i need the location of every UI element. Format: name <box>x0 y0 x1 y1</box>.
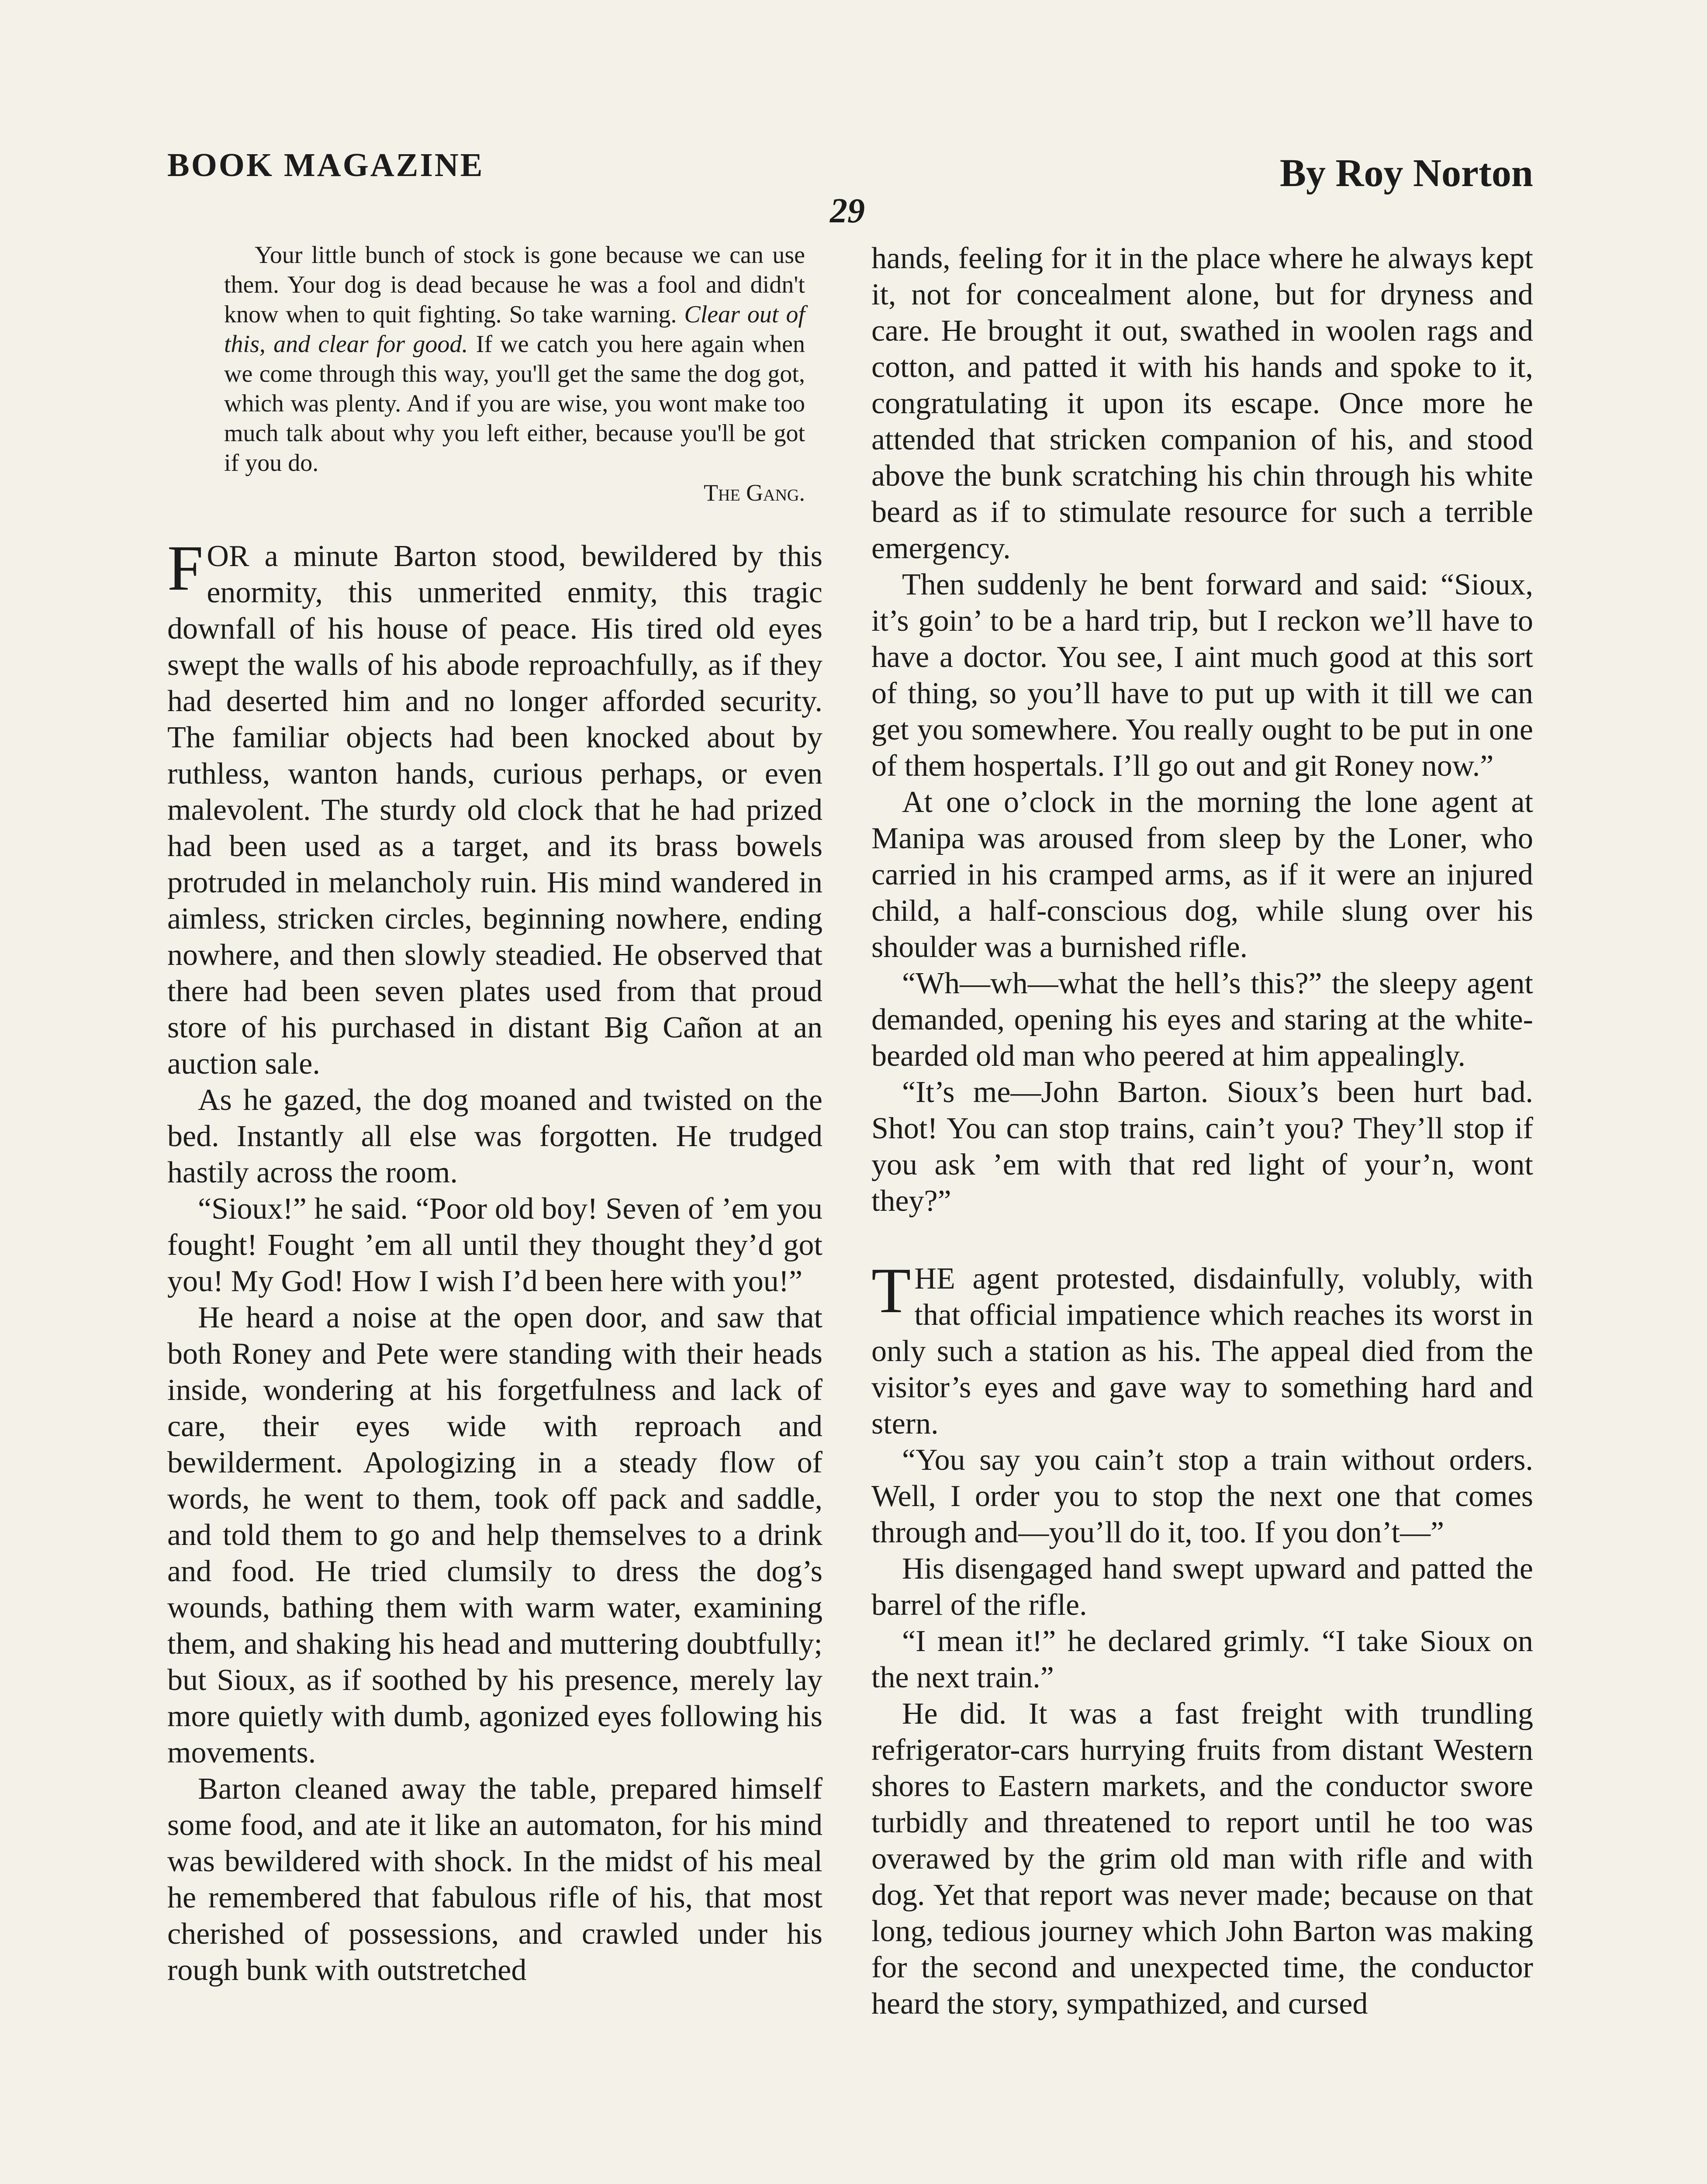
magazine-title: BOOK MAGAZINE <box>167 147 484 183</box>
paragraph: His disengaged hand swept upward and patted the barrel of the rifle. <box>871 1552 1533 1622</box>
continued-paragraph: hands, feeling for it in the place where he always kept it, not for concealment alone, but for dryness and care. He brought it out, swathed in woolen rags and cotton, and patted it with his hands and spoke to it, congratulating it upon its escape. Once more he attended that stricken companion of his, and stood above the bunk scratching his chin through his white beard as if to stimulate resource for such a terrible emergency. <box>871 242 1533 565</box>
paragraph: He heard a noise at the open door, and saw that both Roney and Pete were standing with their heads inside, wondering at his forgetfulness and lack of care, their eyes wide with reproach and bewilderment. Apologizing in a steady flow of words, he went to them, took off pack and saddle, and told them to go and help themselves to a drink and food. He tried clumsily to dress the dog’s wounds, bathing them with warm water, examining them, and shaking his head and muttering doubtfully; but Sioux, as if soothed by his presence, merely lay more quietly with dumb, agonized eyes following his movements. <box>167 1301 822 1769</box>
paragraph: Barton cleaned away the table, prepared himself some food, and ate it like an automaton, for his mind was bewildered with shock. In the midst of his meal he remembered that fabulous rifle of his, that most cherished of possessions, and crawled under his rough bunk with outstretched <box>167 1772 822 1987</box>
drop-cap: T <box>871 1255 911 1327</box>
paragraph: “Sioux!” he said. “Poor old boy! Seven of ’em you fought! Fought ’em all until they thought they’d got you! My God! How I wish I’d been here with you!” <box>167 1192 822 1298</box>
letter-body-continued: If we catch you here again when we come through this way, you'll get the same the dog got, which was plenty. And if you are wise, you wont make too much talk about why you left either, because you'll be got if you do. <box>224 331 805 477</box>
paragraph: At one o’clock in the morning the lone agent at Manipa was aroused from sleep by the Loner, who carried in his cramped arms, as if it were an injured child, a half-conscious dog, while slung over his shoulder was a burnished rifle. <box>871 785 1533 964</box>
page-number: 29 <box>830 192 865 230</box>
section-paragraph <box>871 1255 1533 1442</box>
author-byline: By Roy Norton <box>1280 152 1533 195</box>
paragraph: As he gazed, the dog moaned and twisted on the bed. Instantly all else was forgotten. He trudged hastily across the room. <box>167 1083 822 1189</box>
paragraph: “You say you cain’t stop a train without orders. Well, I order you to stop the next one that comes through and—you’ll do it, too. If you don’t—” <box>871 1443 1533 1549</box>
letter-signature: The Gang. <box>704 480 805 506</box>
opening-paragraph <box>167 532 822 1082</box>
gang-letter <box>224 240 805 508</box>
drop-cap: F <box>167 532 204 604</box>
opening-paragraph-text: OR a minute Barton stood, bewildered by this enormity, this unmerited enmity, this tragic downfall of his house of peace. His tired old eyes swept the walls of his abode reproachfully, as if they had deserted him and no longer afforded security. The familiar objects had been knocked about by ruthless, wanton hands, curious perhaps, or even malevolent. The sturdy old clock that he had prized had been used as a target, and its brass bowels protruded in melancholy ruin. His mind wandered in aimless, stricken circles, beginning nowhere, ending nowhere, and then slowly steadied. He observed that there had been seven plates used from that proud store of his purchased in distant Big Cañon at an auction sale. <box>167 539 822 1081</box>
left-column <box>167 240 822 1988</box>
letter-text <box>224 240 805 478</box>
letter-body: Your little bunch of stock is gone because we can use them. Your dog is dead because he was a fool and didn't know when to quit fighting. So take warning. <box>224 242 805 328</box>
section-paragraph-text: HE agent protested, disdainfully, volubly, with that official impatience which reaches its worst in only such a station as his. The appeal died from the visitor’s eyes and gave way to something hard and stern. <box>871 1262 1533 1441</box>
paragraph: He did. It was a fast freight with trundling refrigerator-cars hurrying fruits from distant Western shores to Eastern markets, and the conductor swore turbidly and threatened to report until he too was overawed by the grim old man with rifle and with dog. Yet that report was never made; because on that long, tedious journey which John Barton was making for the second and unexpected time, the conductor heard the story, sympathized, and cursed <box>871 1697 1533 2021</box>
paragraph: “Wh—wh—what the hell’s this?” the sleepy agent demanded, opening his eyes and staring at the white-bearded old man who peered at him appealingly. <box>871 967 1533 1073</box>
paragraph: “It’s me—John Barton. Sioux’s been hurt bad. Shot! You can stop trains, cain’t you? They’ll stop if you ask ’em with that red light of your’n, wont they?” <box>871 1075 1533 1218</box>
letter-emphasis: Clear out of this, and clear for good. <box>224 301 805 358</box>
paragraph: “I mean it!” he declared grimly. “I take Sioux on the next train.” <box>871 1624 1533 1694</box>
right-column <box>871 240 1533 2022</box>
paragraph: Then suddenly he bent forward and said: “Sioux, it’s goin’ to be a hard trip, but I reckon we’ll have to have a doctor. You see, I aint much good at this sort of thing, so you’ll have to put up with it till we can get you somewhere. You really ought to be put in one of them hospertals. I’ll go out and git Roney now.” <box>871 568 1533 783</box>
